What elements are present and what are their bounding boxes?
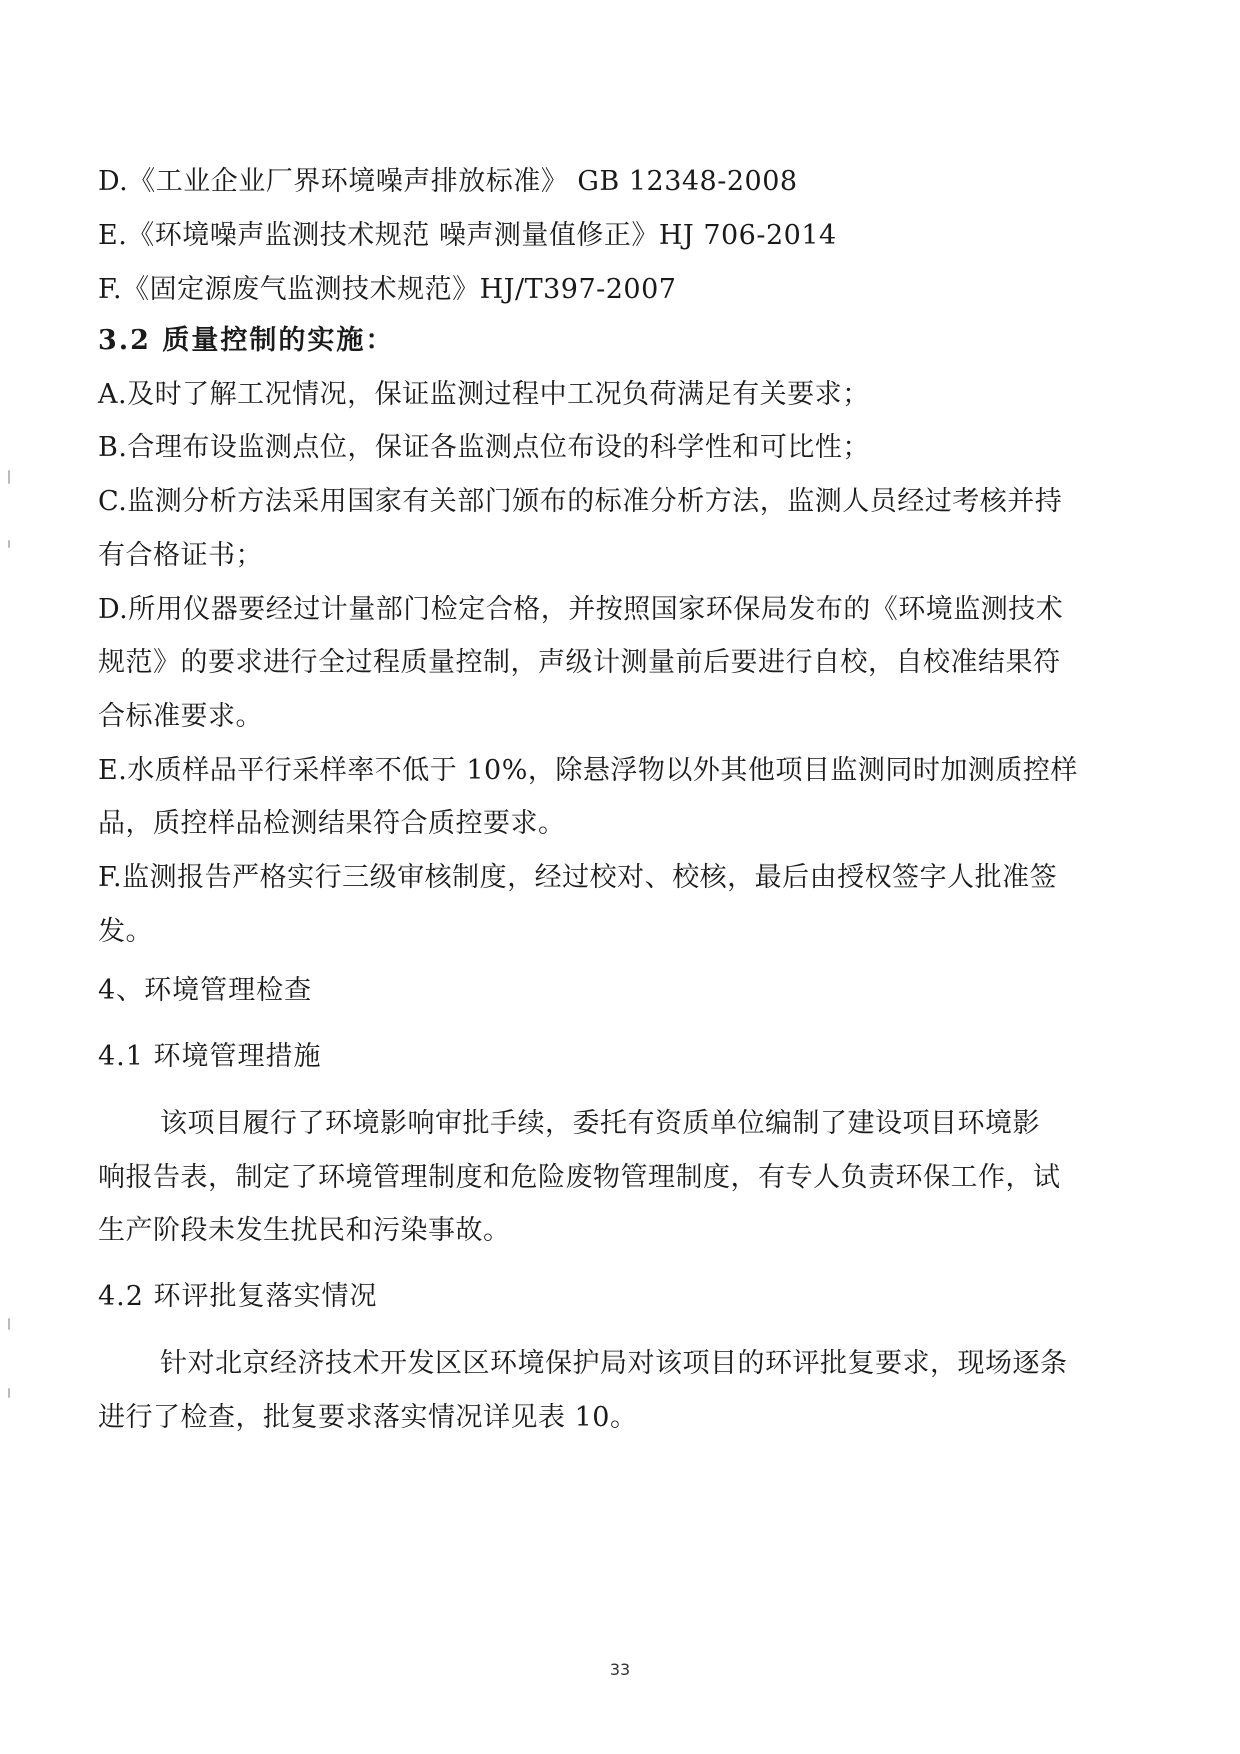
paragraph-4-2-line-2: 进行了检查，批复要求落实情况详见表 10。 xyxy=(98,1402,638,1433)
page-number: 33 xyxy=(609,1660,631,1679)
scan-margin-mark xyxy=(8,470,10,484)
qc-item-f-line-2: 发。 xyxy=(98,916,153,947)
scan-margin-mark xyxy=(8,1318,10,1330)
section-heading-4-2: 4.2 环评批复落实情况 xyxy=(98,1281,378,1312)
paragraph-4-1-line-1: 该项目履行了环境影响审批手续，委托有资质单位编制了建设项目环境影 xyxy=(160,1108,1040,1139)
qc-item-c-line-2: 有合格证书； xyxy=(98,540,263,571)
qc-item-d-line-1: D.所用仪器要经过计量部门检定合格，并按照国家环保局发布的《环境监测技术 xyxy=(98,594,1064,625)
scan-margin-mark xyxy=(8,540,10,548)
section-heading-3-2: 3.2 质量控制的实施： xyxy=(98,325,395,356)
qc-item-d-line-2: 规范》的要求进行全过程质量控制，声级计测量前后要进行自校，自校准结果符 xyxy=(98,647,1061,678)
qc-item-e-line-2: 品，质控样品检测结果符合质控要求。 xyxy=(98,808,566,839)
standard-d: D.《工业企业厂界环境噪声排放标准》 GB 12348-2008 xyxy=(98,166,798,197)
paragraph-4-1-line-2: 响报告表，制定了环境管理制度和危险废物管理制度，有专人负责环保工作，试 xyxy=(98,1162,1061,1193)
qc-item-e-line-1: E.水质样品平行采样率不低于 10%，除悬浮物以外其他项目监测同时加测质控样 xyxy=(98,755,1078,786)
section-heading-4: 4、环境管理检查 xyxy=(98,975,313,1006)
qc-item-f-line-1: F.监测报告严格实行三级审核制度，经过校对、校核，最后由授权签字人批准签 xyxy=(98,862,1058,893)
qc-item-d-line-3: 合标准要求。 xyxy=(98,701,263,732)
standard-f: F.《固定源废气监测技术规范》HJ/T397-2007 xyxy=(98,274,677,305)
standard-e: E.《环境噪声监测技术规范 噪声测量值修正》HJ 706-2014 xyxy=(98,220,837,251)
paragraph-4-1-line-3: 生产阶段未发生扰民和污染事故。 xyxy=(98,1215,511,1246)
paragraph-4-2-line-1: 针对北京经济技术开发区区环境保护局对该项目的环评批复要求，现场逐条 xyxy=(160,1348,1068,1379)
scan-margin-mark xyxy=(8,1388,10,1398)
qc-item-c-line-1: C.监测分析方法采用国家有关部门颁布的标准分析方法，监测人员经过考核并持 xyxy=(98,486,1063,517)
qc-item-b: B.合理布设监测点位，保证各监测点位布设的科学性和可比性； xyxy=(98,432,870,463)
qc-item-a: A.及时了解工况情况，保证监测过程中工况负荷满足有关要求； xyxy=(98,379,870,410)
section-heading-4-1: 4.1 环境管理措施 xyxy=(98,1041,322,1072)
